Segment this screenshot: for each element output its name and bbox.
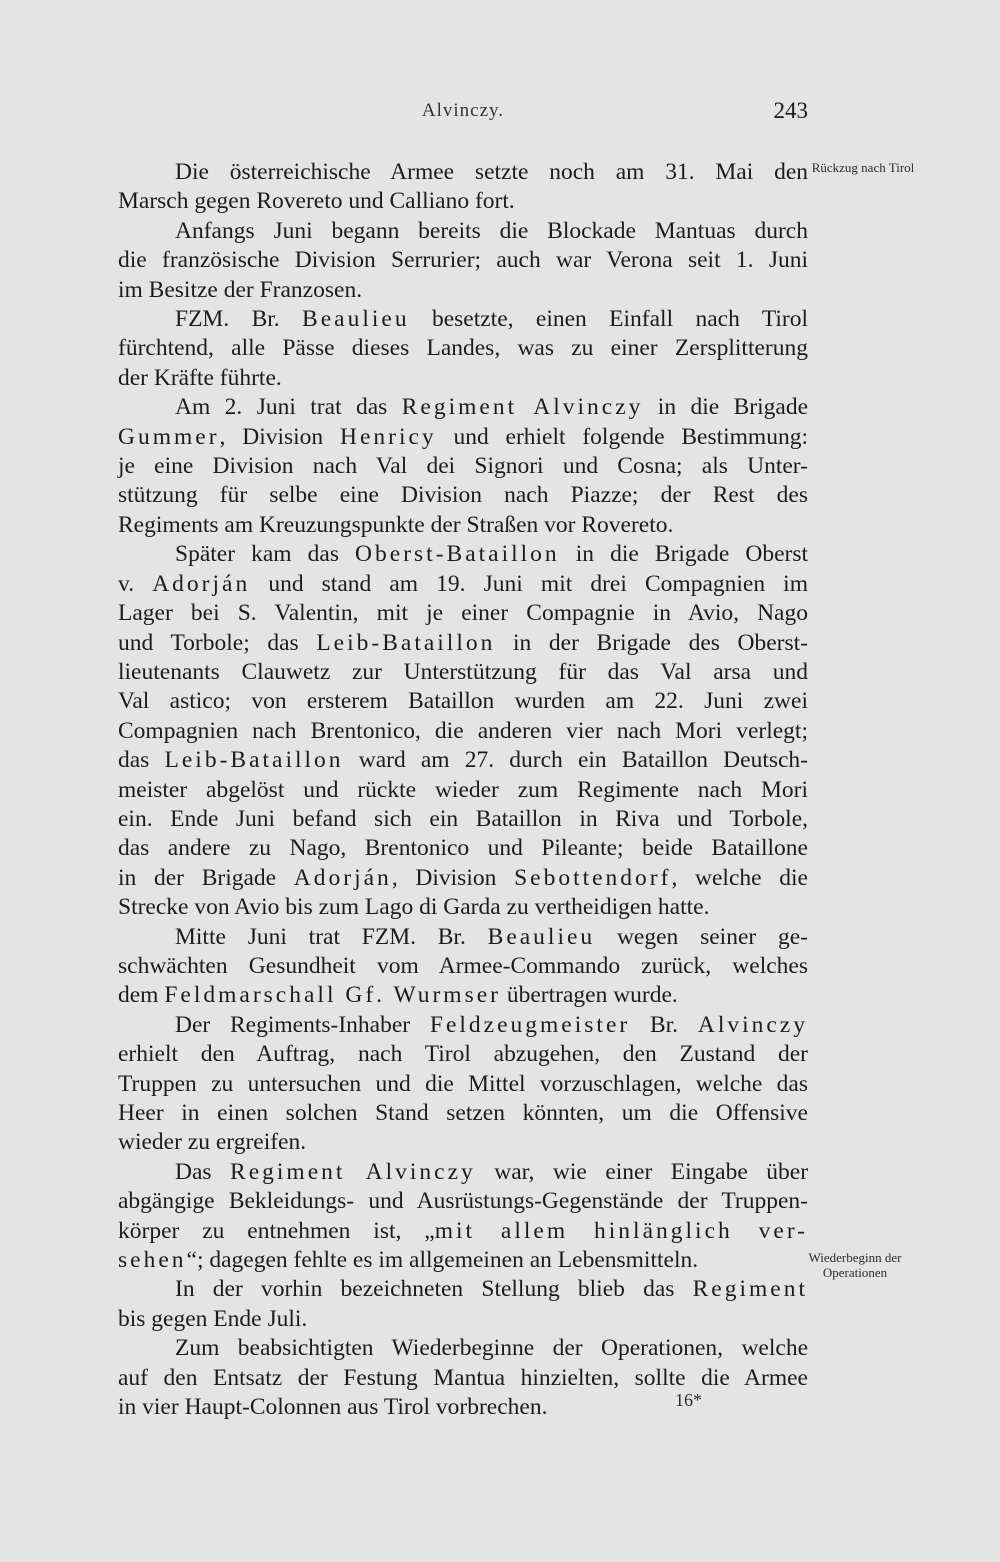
text-line: In der vorhin bezeichneten Stellung blieb das Regiment <box>175 1276 808 1303</box>
text-line: stützung für selbe eine Division nach Piazze; der Rest des <box>118 482 808 509</box>
text-line: Lager bei S. Valentin, mit je einer Compagnie in Avio, Nago <box>118 600 808 627</box>
margin-note: Rückzug nach Tirol <box>811 160 915 175</box>
text-line: wieder zu ergreifen. <box>118 1129 307 1156</box>
text-line: das Leib-Bataillon ward am 27. durch ein Bataillon Deutsch- <box>118 747 808 774</box>
page-number: 243 <box>773 98 808 123</box>
text-line: auf den Entsatz der Festung Mantua hinzielten, sollte die Armee <box>118 1364 808 1391</box>
text-line: in der Brigade Adorján, Division Sebottendorf, welche die <box>118 864 808 891</box>
text-line: Val astico; von ersterem Bataillon wurden am 22. Juni zwei <box>118 688 808 715</box>
text-line: in vier Haupt-Colonnen aus Tirol vorbrechen. <box>118 1394 548 1421</box>
text-line: die französische Division Serrurier; auch war Verona seit 1. Juni <box>118 247 808 274</box>
text-line: im Besitze der Franzosen. <box>118 276 363 303</box>
text-line: meister abgelöst und rückte wieder zum Regimente nach Mori <box>118 776 808 803</box>
text-line: Später kam das Oberst-Bataillon in die Brigade Oberst <box>175 541 809 568</box>
text-line: abgängige Bekleidungs- und Ausrüstungs-Gegenstände der Truppen- <box>118 1188 808 1215</box>
text-line: Gummer, Division Henricy und erhielt folgende Bestimmung: <box>118 423 808 450</box>
text-line: Am 2. Juni trat das Regiment Alvinczy in die Brigade <box>175 394 808 421</box>
text-line: bis gegen Ende Juli. <box>118 1305 308 1332</box>
text-line: Marsch gegen Rovereto und Calliano fort. <box>118 188 515 215</box>
text-line: Strecke von Avio bis zum Lago di Garda zu vertheidigen hatte. <box>118 894 710 921</box>
text-line: körper zu entnehmen ist, „mit allem hinlänglich ver- <box>118 1217 809 1244</box>
text-line: das andere zu Nago, Brentonico und Pileante; beide Bataillone <box>118 835 808 862</box>
text-line: und Torbole; das Leib-Bataillon in der Brigade des Oberst- <box>118 629 808 656</box>
running-title: Alvinczy. <box>421 100 505 121</box>
text-line: v. Adorján und stand am 19. Juni mit drei Compagnien im <box>118 570 808 597</box>
text-line: Anfangs Juni begann bereits die Blockade Mantuas durch <box>175 217 808 244</box>
text-line: Der Regiments-Inhaber Feldzeugmeister Br. Alvinczy <box>175 1011 808 1038</box>
page-header <box>118 100 808 130</box>
text-line: ein. Ende Juni befand sich ein Bataillon in Riva und Torbole, <box>118 805 808 832</box>
text-line: dem Feldmarschall Gf. Wurmser übertragen wurde. <box>118 982 678 1009</box>
text-line: schwächten Gesundheit vom Armee-Commando zurück, welches <box>118 952 808 979</box>
text-line: Heer in einen solchen Stand setzen könnten, um die Offensive <box>118 1100 808 1126</box>
text-line: sehen“; dagegen fehlte es im allgemeinen an Lebensmitteln. <box>118 1247 699 1274</box>
text-line: lieutenants Clauwetz zur Unterstützung für das Val arsa und <box>118 658 808 685</box>
text-line: der Kräfte führte. <box>118 364 282 391</box>
body-text <box>118 158 808 1422</box>
text-line: erhielt den Auftrag, nach Tirol abzugehen, den Zustand der <box>118 1041 808 1068</box>
text-line: Die österreichische Armee setzte noch am 31. Mai den <box>175 159 808 185</box>
text-line: Truppen zu untersuchen und die Mittel vorzuschlagen, welche das <box>118 1070 808 1097</box>
text-line: Zum beabsichtigten Wiederbeginne der Operationen, welche <box>175 1335 808 1362</box>
text-line: Das Regiment Alvinczy war, wie einer Eingabe über <box>175 1158 809 1185</box>
signature-mark: 16* <box>675 1390 702 1410</box>
text-line: Regiments am Kreuzungspunkte der Straßen vor Rovereto. <box>118 511 674 538</box>
text-line: FZM. Br. Beaulieu besetzte, einen Einfall nach Tirol <box>175 306 808 333</box>
text-line: Mitte Juni trat FZM. Br. Beaulieu wegen seiner ge- <box>175 923 808 950</box>
margin-note: Wiederbeginn der Operationen <box>808 1250 902 1280</box>
text-line: fürchtend, alle Pässe dieses Landes, was zu einer Zersplitterung <box>118 335 808 362</box>
text-line: je eine Division nach Val dei Signori und Cosna; als Unter- <box>118 453 808 480</box>
text-line: Compagnien nach Brentonico, die anderen vier nach Mori verlegt; <box>118 717 808 744</box>
